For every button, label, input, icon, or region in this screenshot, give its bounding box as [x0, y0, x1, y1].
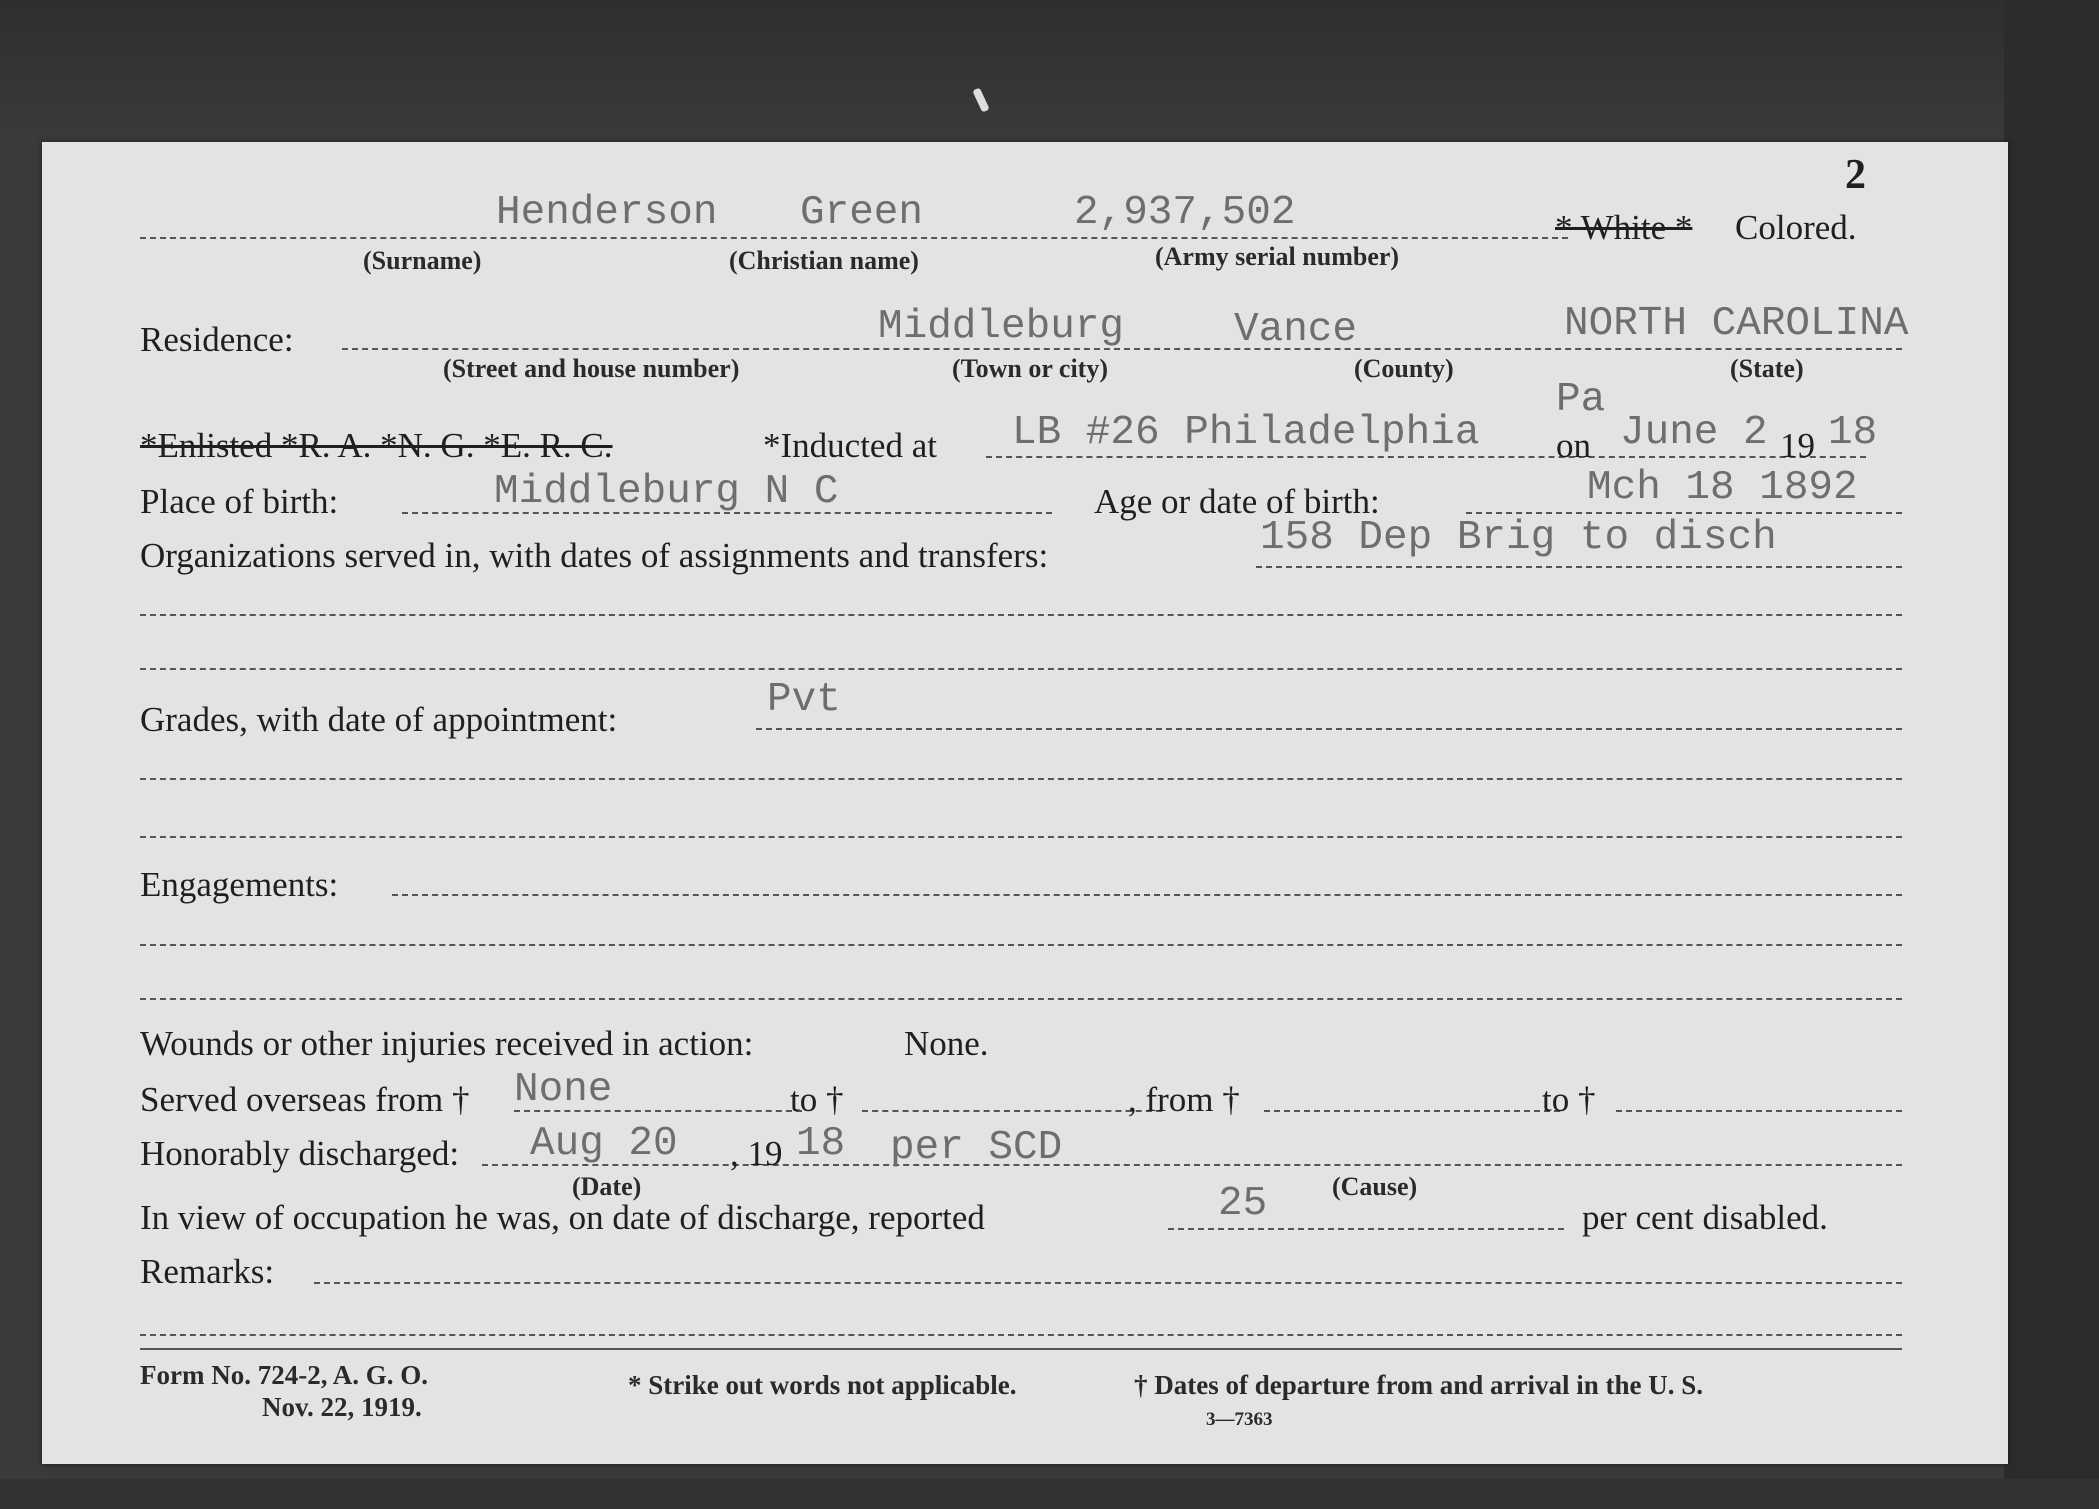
- overseas-to2-label: to †: [1542, 1080, 1596, 1119]
- surname-value: Henderson: [496, 190, 718, 236]
- card-number: 2: [1845, 152, 1866, 198]
- engagements-line: [392, 894, 1902, 896]
- print-code: 3—7363: [1206, 1409, 1273, 1430]
- disability-label: In view of occupation he was, on date of discharge, reported: [140, 1198, 985, 1237]
- place-of-birth-label: Place of birth:: [140, 482, 339, 521]
- county-value: Vance: [1234, 307, 1358, 353]
- grades-line-3: [140, 836, 1902, 838]
- christian-name-caption: (Christian name): [729, 246, 919, 275]
- grades-line: [756, 728, 1902, 730]
- race-colored: Colored.: [1735, 208, 1857, 247]
- discharge-cause-value: per SCD: [890, 1125, 1063, 1171]
- discharge-line: [482, 1164, 1902, 1166]
- grades-value: Pvt: [767, 677, 841, 723]
- residence-label: Residence:: [140, 320, 294, 359]
- organizations-value: 158 Dep Brig to disch: [1260, 515, 1777, 561]
- induction-place-value: LB #26 Philadelphia: [1012, 410, 1480, 456]
- county-caption: (County): [1354, 354, 1454, 383]
- organizations-label: Organizations served in, with dates of assignments and transfers:: [140, 536, 1049, 575]
- name-line: [140, 237, 1568, 239]
- discharge-date-value: Aug 20: [530, 1121, 678, 1167]
- engagements-line-2: [140, 944, 1902, 946]
- overseas-to-line: [862, 1110, 1162, 1112]
- scan-background-bottom: [0, 1479, 2099, 1509]
- remarks-line: [314, 1282, 1902, 1284]
- discharge-date-caption: (Date): [572, 1172, 642, 1201]
- state-value: NORTH CAROLINA: [1564, 301, 1909, 347]
- induction-on-label: on: [1556, 426, 1591, 465]
- discharge-year-prefix: , 19: [730, 1134, 783, 1173]
- overseas-to2-line: [1616, 1110, 1902, 1112]
- induction-date-value: June 2: [1620, 410, 1768, 456]
- engagements-label: Engagements:: [140, 865, 339, 904]
- place-of-birth-value: Middleburg N C: [494, 469, 839, 515]
- strike-out-note: * Strike out words not applicable.: [628, 1370, 1017, 1400]
- overseas-from-value: None: [514, 1067, 613, 1113]
- disability-line: [1168, 1228, 1564, 1230]
- christian-name-value: Green: [800, 190, 924, 236]
- service-record-card: [42, 142, 2008, 1464]
- scan-background-top: [0, 0, 2099, 150]
- age-line: [1466, 512, 1902, 514]
- town-caption: (Town or city): [952, 354, 1108, 383]
- discharge-label: Honorably discharged:: [140, 1134, 460, 1173]
- disability-value: 25: [1218, 1181, 1268, 1227]
- dates-note: † Dates of departure from and arrival in the U. S.: [1134, 1370, 1703, 1400]
- grades-line-2: [140, 778, 1902, 780]
- footer-rule: [140, 1348, 1902, 1350]
- state-caption: (State): [1730, 354, 1804, 383]
- organizations-line: [1256, 566, 1902, 568]
- overseas-from-label: Served overseas from †: [140, 1080, 470, 1119]
- organizations-line-3: [140, 668, 1902, 670]
- form-number: Form No. 724-2, A. G. O.: [140, 1360, 428, 1390]
- inducted-at-label: *Inducted at: [763, 426, 937, 465]
- induction-year-value: 18: [1828, 410, 1878, 456]
- form-date: Nov. 22, 1919.: [262, 1392, 422, 1422]
- age-label: Age or date of birth:: [1094, 482, 1380, 521]
- remarks-label: Remarks:: [140, 1252, 275, 1291]
- enlistment-options-struck: *Enlisted *R. A. *N. G. *E. R. C.: [140, 426, 613, 465]
- induction-state-value: Pa: [1556, 377, 1606, 423]
- overseas-from2-line: [1264, 1110, 1560, 1112]
- disability-suffix: per cent disabled.: [1582, 1198, 1828, 1237]
- overseas-to-label: to †: [790, 1080, 844, 1119]
- surname-caption: (Surname): [363, 246, 482, 275]
- overseas-from2-label: , from †: [1128, 1080, 1240, 1119]
- discharge-year-value: 18: [796, 1121, 846, 1167]
- age-value: Mch 18 1892: [1587, 465, 1858, 511]
- serial-number-value: 2,937,502: [1074, 190, 1296, 236]
- town-value: Middleburg: [878, 304, 1125, 350]
- wounds-value: None.: [904, 1024, 989, 1063]
- induction-year-prefix: 19: [1780, 426, 1815, 465]
- scan-background-right: [2004, 0, 2099, 1509]
- wounds-label: Wounds or other injuries received in action:: [140, 1024, 754, 1063]
- induction-line: [986, 456, 1866, 458]
- engagements-line-3: [140, 998, 1902, 1000]
- grades-label: Grades, with date of appointment:: [140, 700, 618, 739]
- serial-number-caption: (Army serial number): [1155, 242, 1400, 271]
- discharge-cause-caption: (Cause): [1332, 1172, 1418, 1201]
- race-white-struck: * White *: [1555, 208, 1693, 247]
- street-caption: (Street and house number): [443, 354, 740, 383]
- organizations-line-2: [140, 614, 1902, 616]
- remarks-line-2: [140, 1334, 1902, 1336]
